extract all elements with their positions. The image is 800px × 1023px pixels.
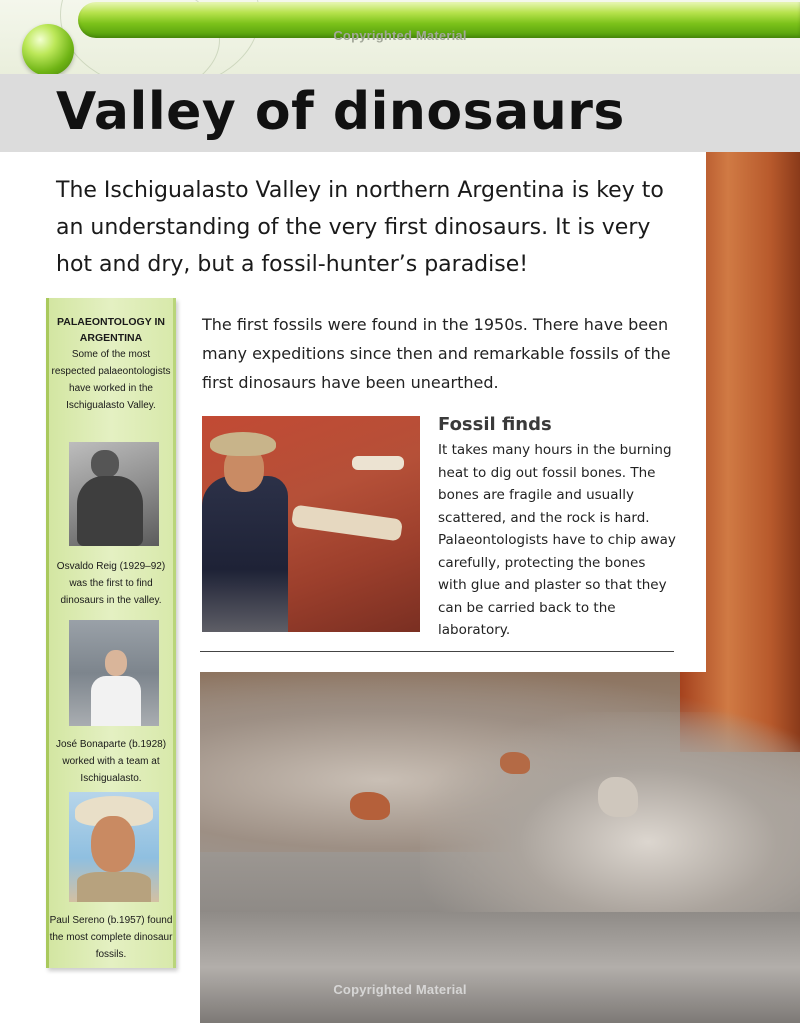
portrait-jose-bonaparte (69, 620, 159, 726)
portrait-figure (77, 872, 151, 902)
copyright-watermark-bottom: Copyrighted Material (333, 982, 467, 997)
copyright-watermark-top: Copyrighted Material (333, 28, 467, 43)
fossil-bones (352, 456, 404, 470)
fossil-finds-text: It takes many hours in the burning heat to dig out fossil bones. The bones are fragile and usually scattered, and the rock is hard. Palaeontologists have to chip away carefully, protecting the bones with glue and plaster so that they can be carried back to the laboratory. (438, 442, 676, 638)
portrait-figure (91, 450, 119, 478)
photo-figure-hat (210, 432, 276, 456)
portrait-osvaldo-reig (69, 442, 159, 546)
photo-figure (202, 476, 288, 632)
sidebar-heading: PALAEONTOLOGY IN ARGENTINA (57, 316, 165, 344)
page-title: Valley of dinosaurs (56, 82, 625, 142)
palaeontologists-sidebar (46, 298, 176, 968)
fossil-bones (291, 504, 403, 541)
fossil-finds-heading: Fossil finds (438, 414, 552, 435)
portrait-figure (105, 650, 127, 676)
fossil-dig-photo (202, 416, 420, 632)
sidebar-intro: Some of the most respected palaeontologists have worked in the Ischigualasto Valley. (51, 349, 171, 411)
caption-jose-bonaparte: José Bonaparte (b.1928) worked with a team at Ischigualasto. (55, 739, 167, 784)
boulder (500, 752, 530, 774)
caption-paul-sereno: Paul Sereno (b.1957) found the most complete dinosaur fossils. (49, 915, 173, 960)
portrait-figure (77, 476, 143, 546)
intro-paragraph: The Ischigualasto Valley in northern Argentina is key to an understanding of the very first dinosaurs. It is very hot and dry, but a fossil-hunter’s paradise! (56, 178, 664, 277)
body-paragraph: The first fossils were found in the 1950s. There have been many expeditions since then and remarkable fossils of the first dinosaurs have been unearthed. (202, 315, 671, 392)
boulder (598, 777, 638, 817)
portrait-figure (91, 816, 135, 872)
valley-floor (200, 912, 800, 1023)
divider-line (200, 651, 674, 652)
boulder (350, 792, 390, 820)
portrait-figure (91, 676, 141, 726)
caption-osvaldo-reig: Osvaldo Reig (1929–92) was the first to find dinosaurs in the valley. (56, 561, 166, 606)
portrait-paul-sereno (69, 792, 159, 902)
